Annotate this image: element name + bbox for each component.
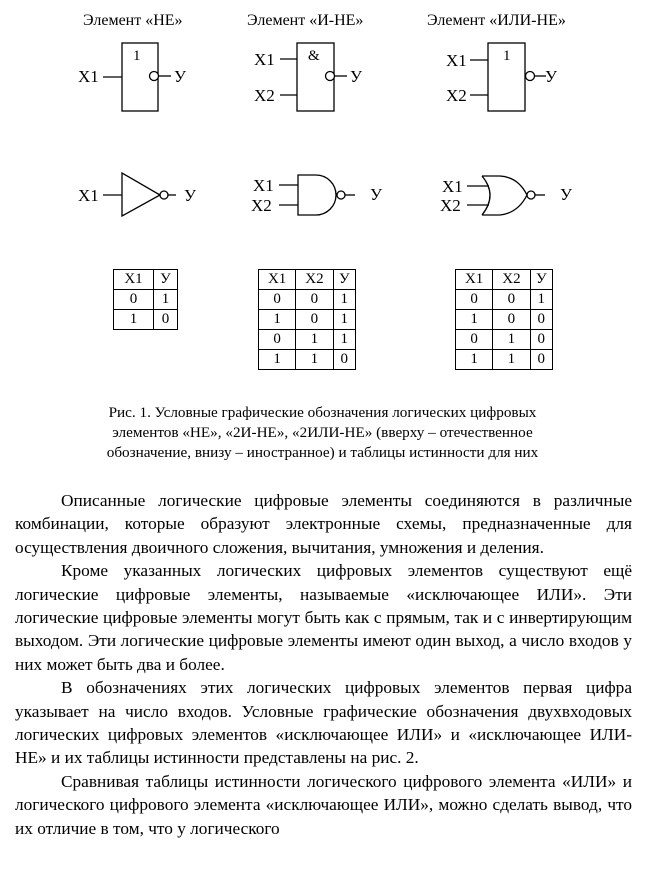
table-cell: 1 xyxy=(333,330,355,350)
table-row xyxy=(456,350,553,370)
truth-table-nor xyxy=(455,269,553,370)
table-cell: 1 xyxy=(493,350,530,370)
not-input-x1: X1 xyxy=(78,67,99,86)
not-output-y: У xyxy=(174,67,187,86)
table-header-cell: У xyxy=(530,270,552,290)
nor-gate-symbol: 1 xyxy=(503,48,511,64)
table-cell: 1 xyxy=(296,350,333,370)
table-cell: 0 xyxy=(333,350,355,370)
table-cell: 0 xyxy=(493,310,530,330)
table-header-cell: X2 xyxy=(493,270,530,290)
table-header-cell: X1 xyxy=(456,270,493,290)
table-cell: 1 xyxy=(296,330,333,350)
not-gate-triangle xyxy=(122,173,160,216)
table-row xyxy=(456,330,553,350)
table-cell: 0 xyxy=(530,330,552,350)
table-cell: 0 xyxy=(153,310,177,330)
table-row xyxy=(456,290,553,310)
gate-title-nor: Элемент «ИЛИ-НЕ» xyxy=(427,12,566,29)
gate-title-nand: Элемент «И-НЕ» xyxy=(247,12,364,29)
table-row xyxy=(456,310,553,330)
caption-line: элементов «НЕ», «2И-НЕ», «2ИЛИ-НЕ» (вверху – отечественное xyxy=(112,424,533,441)
nand-gate-symbol: & xyxy=(308,48,320,64)
table-cell: 0 xyxy=(493,290,530,310)
table-row xyxy=(259,290,356,310)
nor-output-y: У xyxy=(545,67,558,86)
not-ansi-input-x1: X1 xyxy=(78,186,99,205)
paragraph: В обозначениях этих логических цифровых элементов первая цифра указывает на число входов. Условные графические обозначения двухвходовых логических цифровых элементов «исключающее ИЛИ» и «исключающее ИЛИ-НЕ» и их таблицы истинности представлены на рис. 2. xyxy=(15,678,632,768)
not-gate-symbol: 1 xyxy=(133,48,141,64)
table-cell: 0 xyxy=(530,310,552,330)
table-cell: 0 xyxy=(259,330,296,350)
figure-caption xyxy=(40,403,605,463)
table-header-cell: X1 xyxy=(259,270,296,290)
nand-ansi-input-x1: X1 xyxy=(253,176,274,195)
not-ansi-output-y: У xyxy=(184,186,197,205)
nor-input-x1: X1 xyxy=(446,51,467,70)
table-cell: 0 xyxy=(296,310,333,330)
table-cell: 0 xyxy=(114,290,154,310)
table-header-cell: X2 xyxy=(296,270,333,290)
table-cell: 1 xyxy=(493,330,530,350)
table-row xyxy=(114,310,178,330)
table-cell: 1 xyxy=(333,290,355,310)
nand-output-y: У xyxy=(350,67,363,86)
table-header-cell: X1 xyxy=(114,270,154,290)
table-header-row xyxy=(456,270,553,290)
paragraph: Сравнивая таблицы истинности логического цифрового элемента «ИЛИ» и логического цифрового элемента «исключающее ИЛИ», можно сделать вывод, что их отличие в том, что у логического xyxy=(15,771,632,838)
table-cell: 1 xyxy=(456,310,493,330)
nand-ansi-output-y: У xyxy=(370,185,383,204)
table-cell: 0 xyxy=(456,290,493,310)
table-header-cell: У xyxy=(333,270,355,290)
table-header-cell: У xyxy=(153,270,177,290)
paragraph: Описанные логические цифровые элементы соединяются в различные комбинации, которые образуют электронные схемы, предназначенные для осуществления двоичного сложения, вычитания, умножения и деления. xyxy=(15,491,632,557)
truth-table-not xyxy=(113,269,178,330)
table-cell: 0 xyxy=(456,330,493,350)
table-cell: 0 xyxy=(296,290,333,310)
table-cell: 0 xyxy=(259,290,296,310)
nand-input-x2: X2 xyxy=(254,86,275,105)
table-cell: 0 xyxy=(530,350,552,370)
caption-line: обозначение, внизу – иностранное) и таблицы истинности для них xyxy=(106,444,539,461)
table-row xyxy=(259,350,356,370)
nand-input-x1: X1 xyxy=(254,50,275,69)
table-row xyxy=(259,310,356,330)
table-cell: 1 xyxy=(259,350,296,370)
nor-ansi-input-x2: X2 xyxy=(440,196,461,215)
table-cell: 1 xyxy=(333,310,355,330)
table-header-row xyxy=(259,270,356,290)
table-header-row xyxy=(114,270,178,290)
nor-input-x2: X2 xyxy=(446,86,467,105)
caption-line: Рис. 1. Условные графические обозначения логических цифровых xyxy=(108,404,537,421)
nor-gate-back xyxy=(482,176,490,215)
nand-gate-shape xyxy=(298,175,336,215)
nor-ansi-input-x1: X1 xyxy=(442,177,463,196)
table-row xyxy=(259,330,356,350)
nand-ansi-input-x2: X2 xyxy=(251,196,272,215)
gate-title-not: Элемент «НЕ» xyxy=(83,12,183,29)
table-cell: 1 xyxy=(114,310,154,330)
paragraph: Кроме указанных логических цифровых элементов существуют ещё логические цифровые элементы, называемые «исключающее ИЛИ». Эти логические цифровые элементы могут быть как с прямым, так и с инвертирующим выходом. Эти логические цифровые элементы имеют один выход, а число входов у них может быть два и более. xyxy=(15,561,632,674)
table-row xyxy=(114,290,178,310)
table-cell: 1 xyxy=(456,350,493,370)
nor-gate-shape xyxy=(482,176,527,215)
body-text xyxy=(15,489,632,840)
truth-table-nand xyxy=(258,269,356,370)
table-cell: 1 xyxy=(259,310,296,330)
table-cell: 1 xyxy=(530,290,552,310)
nor-ansi-output-y: У xyxy=(560,185,573,204)
table-cell: 1 xyxy=(153,290,177,310)
